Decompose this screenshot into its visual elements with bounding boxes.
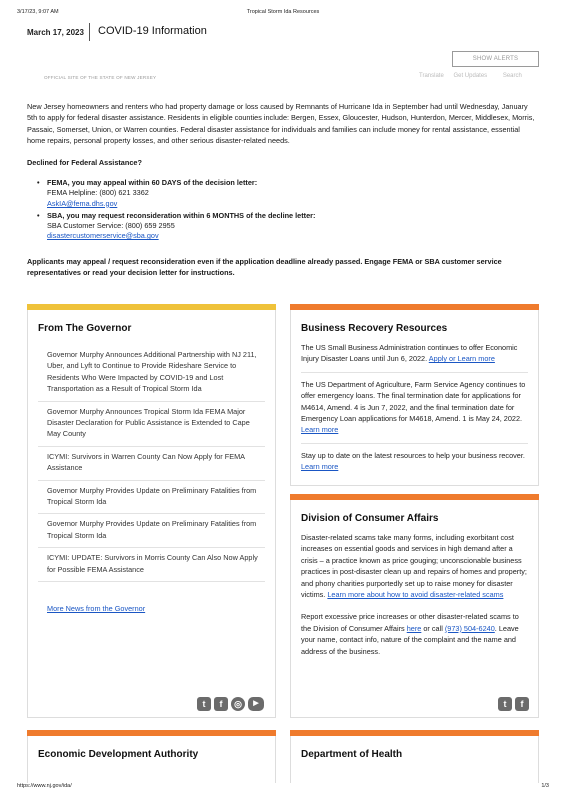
usda-text: The US Department of Agriculture, Farm Service Agency continues to offer emergency loans. The final termination date for applications for M4614, Amend. 4 is Jun 7, 2022, and the final termination date for Emergency Loan applications for M4618, Amend. 1 is May 24, 2022.	[301, 379, 526, 424]
official-site-label: OFFICIAL SITE OF THE STATE OF NEW JERSEY	[44, 75, 157, 80]
fema-helpline: FEMA Helpline: (800) 621 3362	[47, 188, 149, 198]
card-title: Economic Development Authority	[38, 749, 199, 760]
consumer-affairs-card	[290, 494, 539, 718]
business-recovery-card	[290, 304, 539, 486]
facebook-icon[interactable]: f	[214, 697, 228, 711]
social-links	[498, 697, 529, 711]
report-text: Report excessive price increases or other disaster-related scams to the Division of Consumer Affairs	[301, 612, 519, 633]
top-bar	[27, 22, 539, 42]
report-paragraph	[301, 611, 528, 657]
list-item[interactable]: ICYMI: Survivors in Warren County Can Now Apply for FEMA Assistance	[38, 447, 265, 481]
declined-heading: Declined for Federal Assistance?	[27, 158, 142, 167]
report-here-link[interactable]: here	[406, 623, 422, 633]
governor-news-list	[38, 345, 265, 582]
list-item	[37, 211, 517, 242]
print-datetime: 3/17/23, 9:07 AM	[17, 9, 59, 15]
sba-paragraph	[301, 342, 528, 373]
print-url: https://www.nj.gov/ida/	[17, 783, 72, 789]
applicants-note: Applicants may appeal / request reconsideration even if the application deadline already passed. Engage FEMA or SBA customer service representatives or read your decision letter for instructions.	[27, 257, 502, 278]
search-link[interactable]: Search	[502, 73, 522, 79]
youtube-icon[interactable]: ▶	[248, 697, 264, 711]
resources-paragraph	[301, 450, 528, 480]
show-alerts-button[interactable]: SHOW ALERTS	[452, 51, 539, 67]
list-item	[37, 178, 517, 209]
avoid-scams-link[interactable]: Learn more about how to avoid disaster-related scams	[327, 590, 504, 600]
card-accent-bar	[27, 304, 276, 310]
print-header	[0, 9, 566, 19]
eda-card	[27, 730, 276, 790]
list-item[interactable]: Governor Murphy Provides Update on Preliminary Fatalities from Tropical Storm Ida	[38, 481, 265, 515]
instagram-icon[interactable]: ◎	[231, 697, 245, 711]
social-links	[197, 697, 264, 711]
translate-link[interactable]: Translate	[419, 73, 444, 79]
usda-learn-more-link[interactable]: Learn more	[301, 425, 339, 435]
card-title: From The Governor	[38, 323, 132, 334]
phone-link[interactable]: (973) 504-6240	[444, 623, 495, 633]
sba-appeal-heading: • SBA, you may request reconsideration within 6 MONTHS of the decline letter:	[47, 210, 316, 220]
utility-links	[419, 73, 530, 79]
current-date: March 17, 2023	[27, 28, 84, 37]
twitter-icon[interactable]: t	[498, 697, 512, 711]
more-news-link[interactable]: More News from the Governor	[47, 604, 146, 613]
card-accent-bar	[290, 494, 539, 500]
card-title: Department of Health	[301, 749, 403, 760]
twitter-icon[interactable]: t	[197, 697, 211, 711]
fema-email-link[interactable]: AskIA@fema.dhs.gov	[47, 198, 118, 208]
intro-paragraph: New Jersey homeowners and renters who had property damage or loss caused by Remnants of Hurricane Ida in September had until Wednesday, January 5th to apply for federal disaster assistance. Residents in eligible counties include: Bergen, Essex, Gloucester, Hudson, Hunterdon, Mercer, Middlesex, Morris, Passaic, Somerset, Union, or Warren counties. Federal disaster assistance for individuals and families can include money for rental assistance, essential home repairs, personal property losses, and other serious disaster-related needs.	[27, 102, 535, 145]
get-updates-link[interactable]: Get Updates	[453, 73, 488, 79]
report-details-text: . Leave your name, contact info, nature of the complaint and the name and address of the business.	[301, 623, 519, 656]
list-item[interactable]: Governor Murphy Announces Additional Partnership with NJ 211, Uber, and Lyft to Continue to Provide Rideshare Service to Residents Who Were Impacted by COVID-19 and Lost Transportation as a Result of Tropical Storm Ida	[38, 345, 265, 402]
governor-card	[27, 304, 276, 718]
or-call-text: or call	[423, 623, 443, 633]
covid-info-link[interactable]: COVID-19 Information	[98, 25, 207, 37]
card-accent-bar	[290, 304, 539, 310]
card-accent-bar	[290, 730, 539, 736]
print-page-number: 1/3	[541, 783, 549, 789]
card-accent-bar	[27, 730, 276, 736]
list-item[interactable]: Governor Murphy Provides Update on Preliminary Fatalities from Tropical Storm Ida	[38, 514, 265, 548]
sba-customer-service: SBA Customer Service: (800) 659 2955	[47, 221, 175, 231]
sba-text: The US Small Business Administration continues to offer Economic Injury Disaster Loans until Jun 6, 2022.	[301, 343, 518, 364]
topbar-divider	[89, 23, 90, 41]
resources-learn-more-link[interactable]: Learn more	[301, 462, 339, 472]
health-card	[290, 730, 539, 790]
list-item[interactable]: Governor Murphy Announces Tropical Storm Ida FEMA Major Disaster Declaration for Public Assistance is Extended to Cape May County	[38, 402, 265, 447]
sba-apply-link[interactable]: Apply or Learn more	[428, 354, 495, 364]
scams-paragraph	[301, 532, 528, 600]
resources-text: Stay up to date on the latest resources to help your business recover.	[301, 450, 525, 460]
print-page-title: Tropical Storm Ida Resources	[246, 9, 320, 15]
card-title: Division of Consumer Affairs	[301, 513, 439, 524]
list-item[interactable]: ICYMI: UPDATE: Survivors in Morris County Can Also Now Apply for Possible FEMA Assistance	[38, 548, 265, 582]
facebook-icon[interactable]: f	[515, 697, 529, 711]
sba-email-link[interactable]: disastercustomerservice@sba.gov	[47, 231, 159, 241]
fema-appeal-heading: • FEMA, you may appeal within 60 DAYS of the decision letter:	[47, 178, 258, 187]
business-body	[301, 342, 528, 486]
card-title: Business Recovery Resources	[301, 323, 448, 334]
scams-text: Disaster-related scams take many forms, including exorbitant cost increases on essential goods and services in high demand after a crisis – a practice known as price gouging; unconscionable business practices in post-disaster clean up and repairs of homes and property; and phony charities purportedly set up to raise money for disaster victims.	[301, 533, 527, 600]
print-footer	[0, 783, 566, 793]
usda-paragraph	[301, 379, 528, 444]
appeal-list	[37, 178, 517, 244]
consumer-body	[301, 532, 528, 668]
